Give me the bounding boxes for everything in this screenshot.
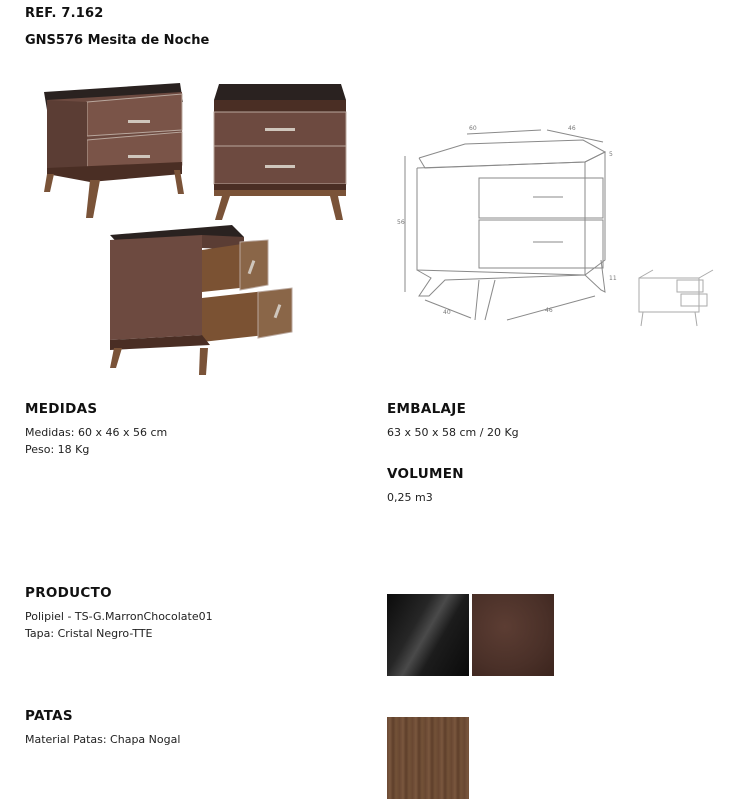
small-open-drawing <box>639 270 713 326</box>
nightstand-photo-angled <box>44 83 184 218</box>
nightstand-photo-open <box>110 225 292 375</box>
product-title: GNS576 Mesita de Noche <box>25 33 210 48</box>
medidas-dimensions: Medidas: 60 x 46 x 56 cm <box>25 426 168 439</box>
dimensioned-drawing <box>405 130 605 320</box>
dim-width-base: 46 <box>545 307 553 314</box>
swatch-chapa-nogal <box>387 717 469 799</box>
producto-material: Polipiel - TS-G.MarronChocolate01 <box>25 610 213 623</box>
dim-height: 56 <box>397 219 405 226</box>
embalaje-heading: EMBALAJE <box>387 401 467 417</box>
embalaje-value: 63 x 50 x 58 cm / 20 Kg <box>387 426 519 439</box>
dim-width: 60 <box>469 125 477 132</box>
volumen-heading: VOLUMEN <box>387 466 464 482</box>
dim-top: 5 <box>609 151 613 158</box>
nightstand-photo-front <box>214 84 346 220</box>
swatch-cristal-negro <box>387 594 469 676</box>
medidas-weight: Peso: 18 Kg <box>25 443 90 456</box>
dim-depth: 46 <box>568 125 576 132</box>
dim-depth-base: 40 <box>443 309 451 316</box>
dim-leg: 11 <box>609 275 617 282</box>
medidas-heading: MEDIDAS <box>25 401 98 417</box>
patas-material: Material Patas: Chapa Nogal <box>25 733 181 746</box>
technical-drawing <box>395 120 725 335</box>
swatch-marron-chocolate <box>472 594 554 676</box>
reference-number: REF. 7.162 <box>25 6 104 21</box>
producto-top: Tapa: Cristal Negro-TTE <box>25 627 153 640</box>
patas-heading: PATAS <box>25 708 73 724</box>
producto-heading: PRODUCTO <box>25 585 112 601</box>
volumen-value: 0,25 m3 <box>387 491 433 504</box>
product-photos <box>30 70 358 390</box>
